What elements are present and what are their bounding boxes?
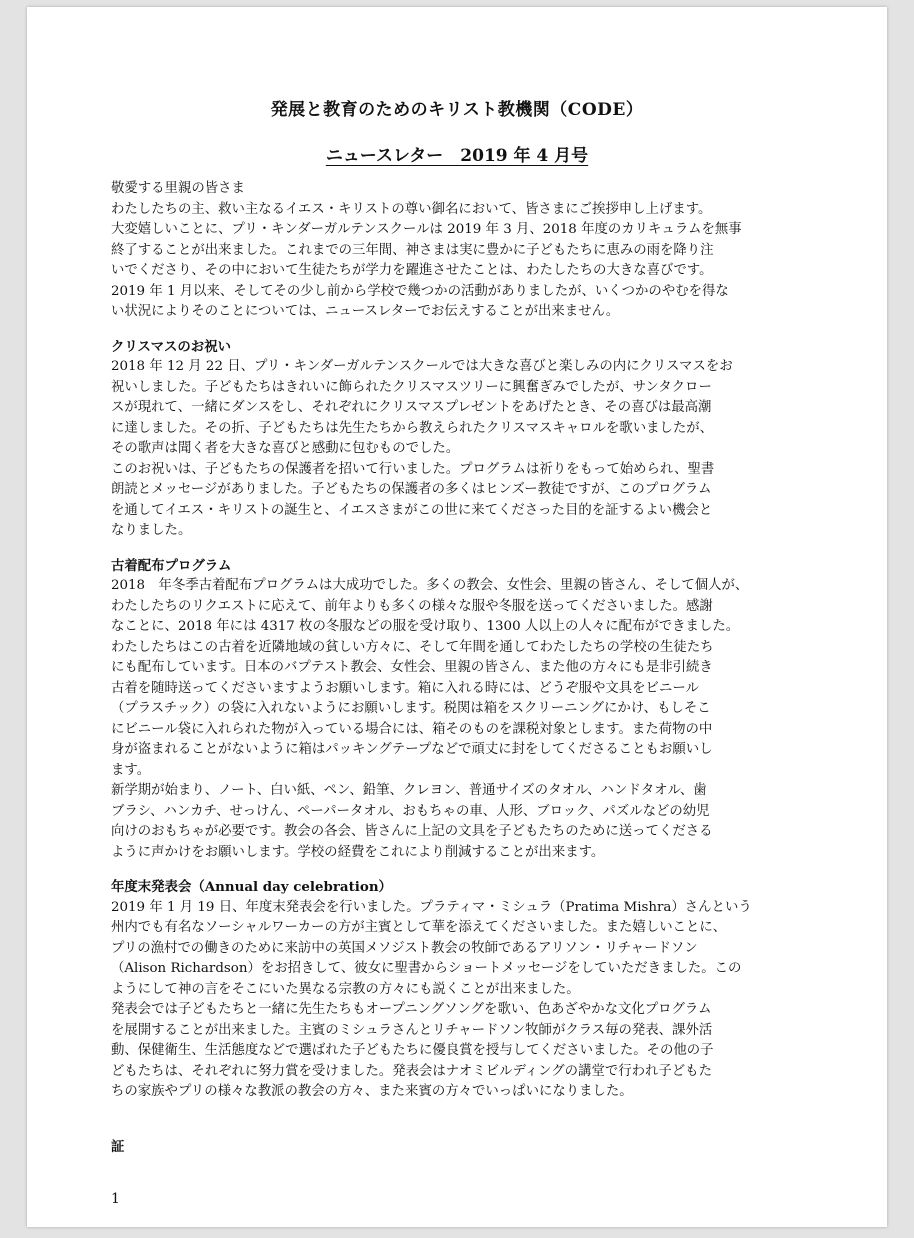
section-annual-day xyxy=(111,877,823,1103)
intro-line: いでくださり、その中において生徒たちが学力を躍進させたことは、わたしたちの大きな喜びです。 xyxy=(111,263,713,278)
section-line: スが現れて、一緒にダンスをし、それぞれにクリスマスプレゼントをあげたとき、その喜びは最高潮 xyxy=(111,400,712,415)
section-clothing-distribution xyxy=(111,556,823,864)
newsletter-subtitle xyxy=(27,141,887,166)
section-line: 州内でも有名なソーシャルワーカーの方が主賓として華を添えてくださいました。また嬉しいことに、 xyxy=(111,920,727,935)
section-heading: 年度末発表会（Annual day celebration） xyxy=(111,879,392,895)
newsletter-subtitle-text: ニュースレター 2019 年 4 月号 xyxy=(325,146,589,166)
section-line: ちの家族やプリの様々な教派の教会の方々、また来賓の方々でいっぱいになりました。 xyxy=(111,1084,633,1099)
section-christmas xyxy=(111,337,823,542)
section-line: を展開することが出来ました。主賓のミシュラさんとリチャードソン牧師がクラス毎の発表、課外活 xyxy=(111,1022,713,1038)
section-line: その歌声は聞く者を大きな喜びと感動に包むものでした。 xyxy=(111,441,460,456)
section-heading: 古着配布プログラム xyxy=(111,557,232,574)
document-title: 発展と教育のためのキリスト教機関（CODE） xyxy=(270,100,644,120)
section-line: ます。 xyxy=(111,762,151,778)
section-line: 発表会では子どもたちと一緒に先生たちもオープニングソングを歌い、色あざやかな文化プログラム xyxy=(111,1002,712,1017)
document-page xyxy=(27,7,887,1227)
section-line: なりました。 xyxy=(111,523,192,538)
section-line: 2019 年 1 月 19 日、年度末発表会を行いました。プラティマ・ミシュラ（Pratima Mishra）さんという xyxy=(111,899,752,915)
section-line: ようにして神の言をそこにいた異なる宗教の方々にも説くことが出来ました。 xyxy=(111,981,580,997)
greeting: 敬愛する里親の皆さま xyxy=(111,181,245,196)
document-body xyxy=(111,179,823,1157)
section-line: わたしたちはこの古着を近隣地域の貧しい方々に、そして年間を通してわたしたちの学校の生徒たち xyxy=(111,639,714,655)
section-line: どもたちは、それぞれに努力賞を受けました。発表会はナオミビルディングの講堂で行われ子どもた xyxy=(111,1063,712,1079)
testimony-heading: 証 xyxy=(111,1138,125,1155)
intro-line: 大変嬉しいことに、プリ・キンダーガルテンスクールは 2019 年 3 月、2018 年度のカリキュラムを無事 xyxy=(111,222,742,237)
section-line: 古着を随時送ってくださいますようお願いします。箱に入れる時には、どうぞ服や文具をビニール xyxy=(111,680,699,696)
section-line: プリの漁村での働きのために来訪中の英国メソジスト教会の牧師であるアリソン・リチャードソン xyxy=(111,940,698,956)
section-line: ブラシ、ハンカチ、せっけん、ペーパータオル、おもちゃの車、人形、ブロック、パズルなどの幼児 xyxy=(111,803,710,819)
section-line: 2018 年 12 月 22 日、プリ・キンダーガルテンスクールでは大きな喜びと楽しみの内にクリスマスをお xyxy=(111,359,733,374)
section-line: （プラスチック）の袋に入れないようにお願いします。税関は箱をスクリーニングにかけ、もしそこ xyxy=(111,701,711,716)
intro-paragraph xyxy=(111,200,823,323)
section-line: に達しました。その折、子どもたちは先生たちから教えられたクリスマスキャロルを歌いましたが、 xyxy=(111,420,714,436)
section-line: ように声かけをお願いします。学校の経費をこれにより削減することが出来ます。 xyxy=(111,844,605,860)
section-line: にも配布しています。日本のバプテスト教会、女性会、里親の皆さん、また他の方々にも是非引続き xyxy=(111,660,713,675)
section-line: このお祝いは、子どもたちの保護者を招いて行いました。プログラムは祈りをもって始められ、聖書 xyxy=(111,461,715,477)
intro-line: 終了することが出来ました。これまでの三年間、神さまは実に豊かに子どもたちに恵みの雨を降り注 xyxy=(111,242,714,258)
section-line: 新学期が始まり、ノート、白い紙、ペン、鉛筆、クレヨン、普通サイズのタオル、ハンドタオル、歯 xyxy=(111,783,707,798)
section-line: わたしたちのリクエストに応えて、前年よりも多くの様々な服や冬服を送ってくださいました。感謝 xyxy=(111,598,713,614)
section-line: 動、保健衛生、生活態度などで選ばれた子どもたちに優良賞を授与してくださいました。その他の子 xyxy=(111,1043,714,1058)
section-line: 向けのおもちゃが必要です。教会の各会、皆さんに上記の文具を子どもたちのために送ってくださる xyxy=(111,824,713,839)
section-line: なことに、2018 年には 4317 枚の冬服などの服を受け取り、1300 人以上の人々に配布ができました。 xyxy=(111,619,740,634)
section-line: にビニール袋に入れられた物が入っている場合には、箱そのものを課税対象とします。また荷物の中 xyxy=(111,721,713,737)
intro-line: わたしたちの主、救い主なるイエス・キリストの尊い御名において、皆さまにご挨拶申し上げます。 xyxy=(111,201,712,217)
section-heading: クリスマスのお祝い xyxy=(111,338,231,355)
section-line: 朗読とメッセージがありました。子どもたちの保護者の多くはヒンズー教徒ですが、このプログラム xyxy=(111,482,712,497)
intro-line: 2019 年 1 月以来、そしてその少し前から学校で幾つかの活動がありましたが、いくつかのやむを得な xyxy=(111,283,729,299)
section-line: （Alison Richardson）をお招きして、彼女に聖書からショートメッセージをしていただきました。この xyxy=(111,961,742,976)
intro-line: い状況によりそのことについては、ニュースレターでお伝えすることが出来ません。 xyxy=(111,304,620,319)
section-line: 身が盗まれることがないように箱はパッキングテープなどで頑丈に封をしてくださることもお願いし xyxy=(111,742,713,757)
section-line: 祝いしました。子どもたちはきれいに飾られたクリスマスツリーに興奮ぎみでしたが、サンタクロー xyxy=(111,379,712,395)
section-line: 2018 年冬季古着配布プログラムは大成功でした。多くの教会、女性会、里親の皆さん、そして個人が、 xyxy=(111,578,749,593)
section-line: を通してイエス・キリストの誕生と、イエスさまがこの世に来てくださった目的を証するよい機会と xyxy=(111,502,713,518)
page-number: 1 xyxy=(111,1191,120,1207)
